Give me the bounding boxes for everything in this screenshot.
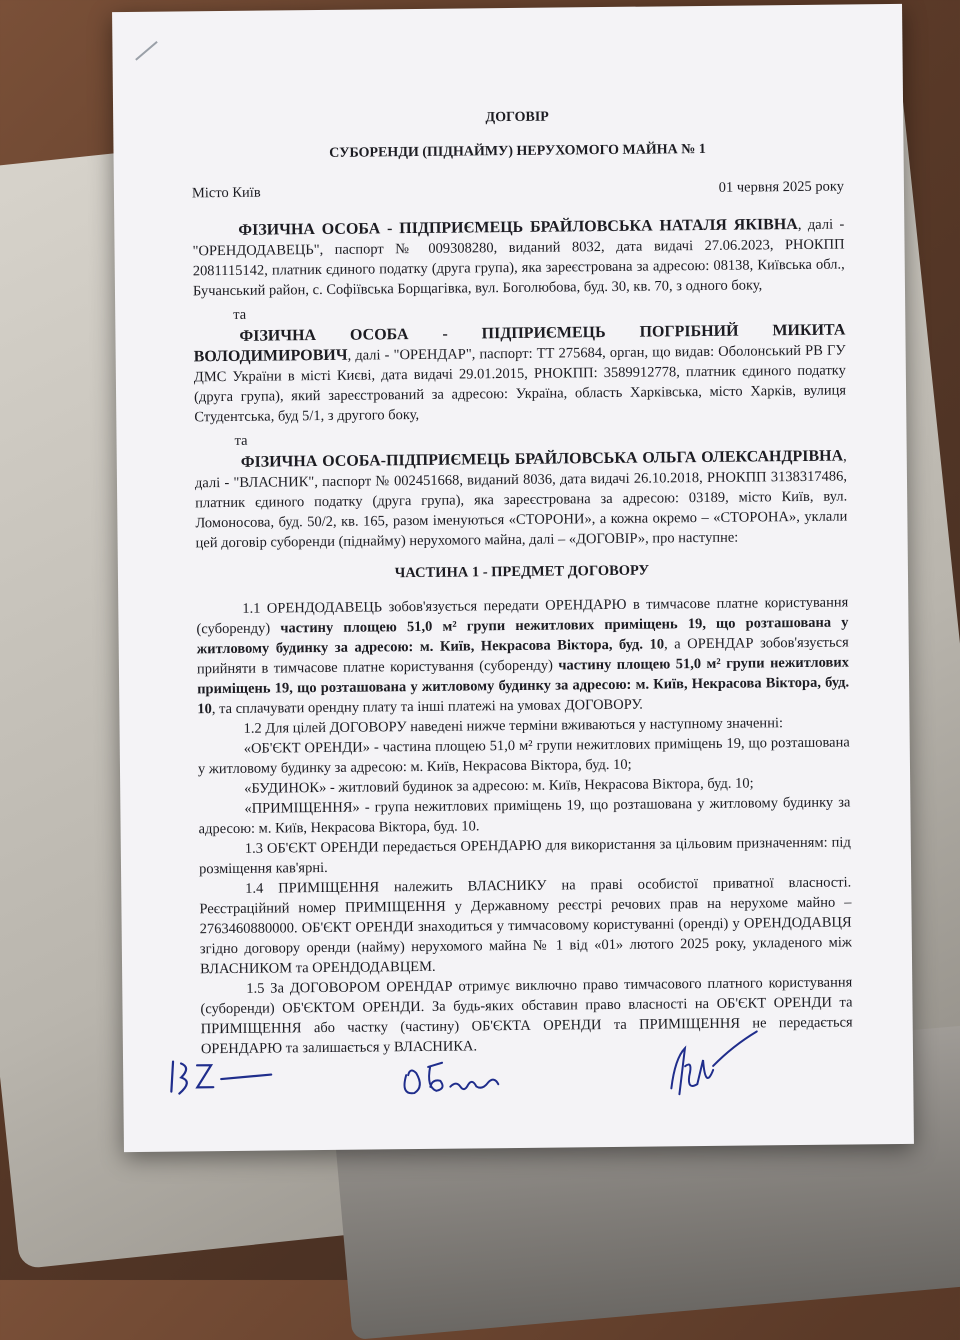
clause-1-3: 1.3 ОБ'ЄКТ ОРЕНДИ передається ОРЕНДАРЮ для використання за цільовим призначенням: під розміщення кав'ярні. <box>198 834 851 878</box>
city-date-row <box>192 177 844 204</box>
definition-object: «ОБ'ЄКТ ОРЕНДИ» - частина площею 51,0 м² групи нежитлових приміщень 19, що розташована у житловому будинку за адресою: м. Київ, Некрасова Віктора, буд. 10; <box>197 734 850 778</box>
city: Місто Київ <box>191 184 261 202</box>
party-details: , далі - "ВЛАСНИК", паспорт № 002451668, виданий 8036, дата видачі 26.10.2018, РНОКПП 3138317486, платник єдиного податку (друга група), яка зареєстрована за адресою: 03189, місто Київ, вул. Ломоносова, буд. 50/2, кв. 165, разом іменуються «СТОРОНИ», а кожна окремо – «СТОРОНА», уклали цей договір суборенди (піднайму) нерухомого майна, далі – «ДОГОВІР», про наступне: <box>194 448 848 552</box>
party-name: ФІЗИЧНА ОСОБА - ПІДПРИЄМЕЦЬ ПОГРІБНИЙ МИКИТА ВОЛОДИМИРОВИЧ <box>193 321 846 366</box>
party-name: ФІЗИЧНА ОСОБА-ПІДПРИЄМЕЦЬ БРАЙЛОВСЬКА ОЛЬГА ОЛЕКСАНДРІВНА <box>240 447 844 471</box>
conjunction: та <box>234 432 248 449</box>
conjunction: та <box>233 306 247 323</box>
date: 01 червня 2025 року <box>718 178 845 196</box>
definition-building: «БУДИНОК» - житловий будинок за адресою: м. Київ, Некрасова Віктора, буд. 10; <box>244 775 754 797</box>
signature-1 <box>163 1050 304 1111</box>
document-content <box>191 105 853 1060</box>
clause-text-bold: частину площею 51,0 м² групи нежитлових приміщень 19, що розташована у житловому будинку за адресою: м. Київ, Некрасова Віктора, буд. 10 <box>197 654 850 718</box>
clause-text-bold: частину площею 51,0 м² групи нежитлових приміщень 19, що розташована у житловому будинку за адресою: м. Київ, Некрасова Віктора, буд. 10 <box>196 614 849 658</box>
party-lessor <box>192 215 845 302</box>
clause-1-5: 1.5 За ДОГОВОРОМ ОРЕНДАР отримує виключно право тимчасового платного користування (суборенди) ОБ'ЄКТОМ ОРЕНДИ. За будь-яких обставин право власності на ОБ'ЄКТ ОРЕНДИ та ПРИМІЩЕННЯ або частку (частину) ОБ'ЄКТА ОРЕНДИ та ПРИМІЩЕННЯ не передається ОРЕНДАРЮ та залишається у ВЛАСНИКА. <box>200 974 853 1058</box>
clause-1-4: 1.4 ПРИМІЩЕННЯ належить ВЛАСНИКУ на праві особистої приватної власності. Реєстраційний номер ПРИМІЩЕННЯ у Державному реєстрі речових прав на нерухоме майно – 2763460880000. ОБ'ЄКТ ОРЕНДИ знаходиться у тимчасовому користуванні (оренді) у ОРЕНДОДАВЦЯ згідно договору оренди (найму) нерухомого майна № 1 від «01» лютого 2025 року, укладеного між ВЛАСНИКОМ та ОРЕНДОДАВЦЕМ. <box>199 874 852 978</box>
section-title: ЧАСТИНА 1 - ПРЕДМЕТ ДОГОВОРУ <box>394 562 650 582</box>
clause-text: 1.1 ОРЕНДОДАВЕЦЬ зобов'язується передати ОРЕНДАРЮ в тимчасове платне користування (суборенду) <box>196 594 849 638</box>
contract-page <box>112 4 914 1152</box>
party-owner <box>195 446 848 553</box>
clause-1-2: 1.2 Для цілей ДОГОВОРУ наведені нижче терміни вживаються у наступному значенні: <box>243 715 784 737</box>
party-name: ФІЗИЧНА ОСОБА - ПІДПРИЄМЕЦЬ БРАЙЛОВСЬКА НАТАЛЯ ЯКІВНА <box>238 215 798 239</box>
signature-3 <box>653 1025 764 1106</box>
signature-2 <box>398 1052 519 1113</box>
document-title: ДОГОВІР <box>485 109 549 126</box>
clause-text: , та сплачувати орендну плату та інші платежі на умовах ДОГОВОРУ. <box>211 696 643 718</box>
clause-text: , а ОРЕНДАР зобов'язується прийняти в тимчасове платне користування (суборенду) <box>196 634 849 678</box>
clause-1-1 <box>196 592 849 719</box>
staple <box>135 41 158 61</box>
document-subtitle: СУБОРЕНДИ (ПІДНАЙМУ) НЕРУХОМОГО МАЙНА № 1 <box>329 141 706 161</box>
party-details: , далі - "ОРЕНДОДАВЕЦЬ", паспорт № 009308280, виданий 8032, дата видачі 27.06.2023, РНОКПП 2081115142, платник єдиного податку (друга група), яка зареєстрована за адресою: 08138, Київська обл., Бучанський район, с. Софіївська Борщагівка, вул. Боголюбова, буд. 30, кв. 70, з одного боку, <box>192 216 845 300</box>
signatures <box>123 1044 914 1142</box>
definition-premises: «ПРИМІЩЕННЯ» - група нежитлових приміщень 19, що розташована у житловому будинку за адресою: м. Київ, Некрасова Віктора, буд. 10. <box>198 794 851 838</box>
party-details: , далі - "ОРЕНДАР", паспорт: ТТ 275684, орган, що видав: Оболонський РВ ГУ ДМС України в місті Києві, дата видачі 29.01.2015, РНОКПП: 3589912778, платник єдиного податку (друга група), який зареєстрований за адресою: Україна, область Харківська, місто Харків, вулиця Студентська, буд 5/1, з другого боку, <box>193 342 847 426</box>
party-tenant <box>193 321 846 428</box>
